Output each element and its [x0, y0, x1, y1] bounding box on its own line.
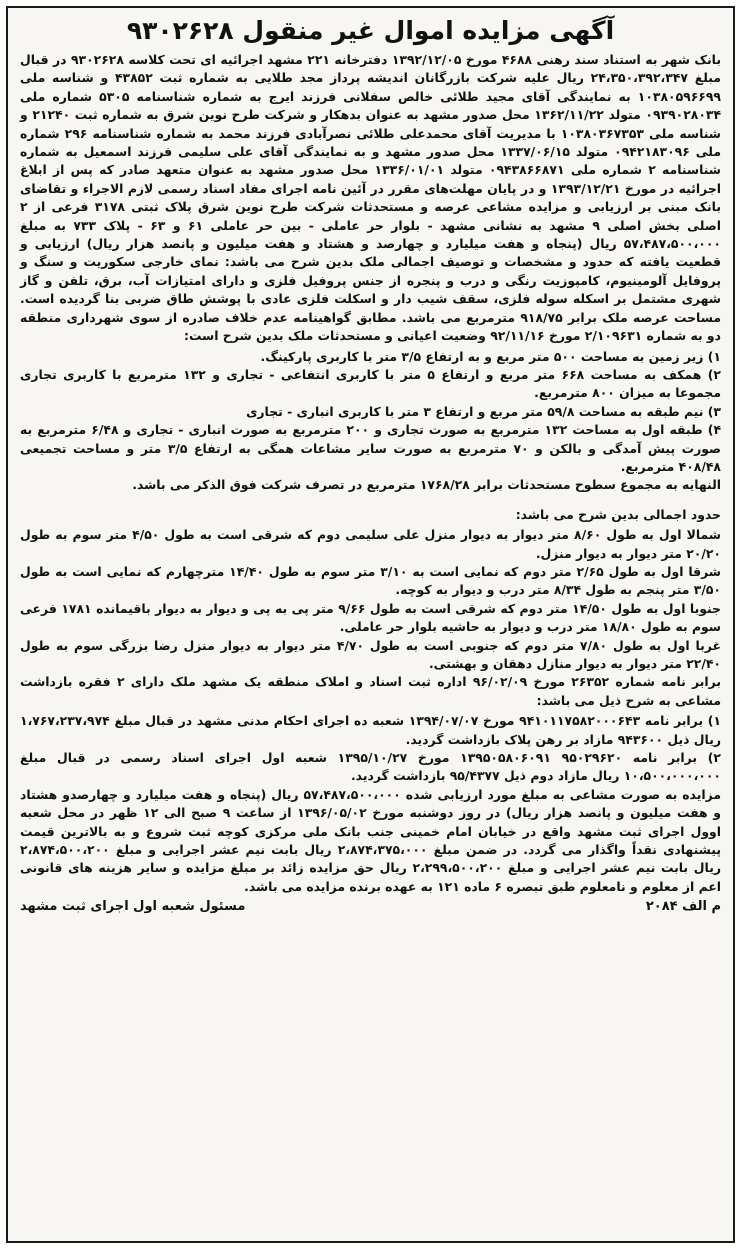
seizure-item: ۲) برابر نامه ۹۵۰۲۹۶۲۰ ۱۳۹۵۰۵۸۰۶۰۹۱ مورخ ۱۳۹۵/۱۰/۲۷ شعبه اول اجرای اسناد رسمی در قبال مبلغ ۱۰،۵۰۰،۰۰۰،۰۰۰ ریال مازاد دوم ذیل ۹۵/۴۳۷۷ بازداشت گردید.	[20, 750, 721, 784]
bounds-heading: حدود اجمالی بدین شرح می باشد:	[515, 506, 721, 522]
notice-footer	[20, 898, 721, 916]
registry-paragraph: برابر نامه شماره ۲۶۳۵۲ مورخ ۹۶/۰۲/۰۹ اداره ثبت اسناد و املاک منطقه یک مشهد ملک دارای ۲ فقره بازداشت مشاعی به شرح ذیل می باشد:	[20, 674, 721, 708]
intro-paragraph: بانک شهر به استناد سند رهنی ۴۶۸۸ مورخ ۱۳۹۲/۱۲/۰۵ دفترخانه ۲۲۱ مشهد اجرائیه ای تحت کلاسه ۹۳۰۲۶۲۸ در قبال مبلغ ۲۴،۳۵۰،۳۹۲،۳۴۷ ریال علیه شرکت بازرگانان اندیشه پرداز مجد طلایی به شماره ثبت ۴۳۸۵۲ و شناسه ملی ۱۰۳۸۰۵۹۶۶۹۹ به نمایندگی آقای مجید طلائی خالص سفلانی فرزند ایرج به شماره شناسنامه ۵۳۰۵ شماره ملی ۰۹۳۹۰۲۸۰۳۴ متولد ۱۳۶۲/۱۱/۲۲ محل صدور مشهد به عنوان بدهکار و شرکت طرح نوین شرق به شماره ثبت ۲۱۲۴۰ و شناسه ملی ۱۰۳۸۰۳۶۷۳۵۳ با مدیریت آقای محمدعلی طلائی نصرآبادی فرزند محمد به شماره شناسنامه ۲۹۶ شماره ملی ۰۹۴۲۱۸۳۰۹۶ متولد ۱۳۳۷/۰۶/۱۵ محل صدور مشهد و به نمایندگی آقای علی سلیمی فرزند اسمعیل به شماره شناسنامه ۲ شماره ملی ۰۹۴۳۸۶۶۸۷۱ متولد ۱۳۳۶/۰۱/۰۱ محل صدور مشهد به عنوان متعهد صادر که پس از ابلاغ اجرائیه در مورخ ۱۳۹۳/۱۲/۲۱ و در پایان مهلت‌های مقرر در آئین نامه اجرای مفاد اسناد رسمی لازم الاجراء و تقاضای بانک مبنی بر ارزیابی و مزایده مشاعی عرصه و مستحدثات شرکت طرح نوین شرق پلاک ثبتی ۳۱۷۸ فرعی از ۲ اصلی بخش اصلی ۹ مشهد به نشانی مشهد - بلوار حر عاملی - بین حر عاملی ۶۱ و ۶۳ - پلاک ۷۳۳ به مبلغ ۵۷،۴۸۷،۵۰۰،۰۰۰ ریال (پنجاه و هفت میلیارد و چهارصد و هشتاد و هفت میلیون و پانصد هزار ریال) ارزیابی و قطعیت یافته که حدود و مشخصات و توصیف اجمالی ملک بدین شرح می باشد: نمای خارجی سکوریت و سنگ و پروفایل آلومینیوم، کامپوزیت رنگی و درب و پنجره از جنس پروفیل فلزی و دارای امتیازات آب، برق، تلفن و گاز شهری مشتمل بر اسکله سوله فلزی، سقف شیب دار و اسکلت فلزی عادی با پوشش طاق ضربی بنا گردیده است. مساحت عرصه ملک برابر ۹۱۸/۷۵ مترمربع می باشد. مطابق گواهینامه عدم خلاف صادره از سوی شهرداری منطقه دو به شماره ۲/۱۰۹۶۳۱ مورخ ۹۲/۱۱/۱۶ وضعیت اعیانی و مستحدثات ملک بدین شرح است:	[20, 52, 722, 344]
list-item: ۲) همکف به مساحت ۶۶۸ متر مربع و ارتفاع ۵ متر با کاربری انتفاعی - تجاری و ۱۳۲ مترمربع با کاربری تجاری مجموعا به میزان ۸۰۰ مترمربع.	[20, 366, 721, 401]
auction-paragraph: مزایده به صورت مشاعی به مبلغ مورد ارزیابی شده ۵۷،۴۸۷،۵۰۰،۰۰۰ ریال (پنجاه و هفت میلیارد و چهارصدو هشتاد و هفت میلیون و پانصد هزار ریال) در روز دوشنبه مورخ ۱۳۹۶/۰۵/۰۲ از ساعت ۹ صبح الی ۱۲ ظهر در محل شعبه اوول اجرای ثبت مشهد واقع در خیابان امام خمینی جنب بانک ملی مرکزی کوچه ثبت شروع و به بالاترین قیمت پیشنهادی نقداً واگذار می گردد. در ضمن مبلغ ۲،۸۷۴،۳۷۵،۰۰۰ ریال بابت نیم عشر اجرایی و مبلغ ۲،۸۷۴،۵۰۰،۲۰۰ ریال بابت نیم عشر اجرایی و مبلغ ۲،۲۹۹،۵۰۰،۲۰۰ ریال حق مزایده زائد بر مبلغ مزایده و سایر هزینه های قانونی اعم از معلوم و نامعلوم طبق تبصره ۶ ماده ۱۲۱ به عهده برنده مزایده می باشد.	[20, 786, 721, 894]
seizure-item: ۱) برابر نامه ۹۴۱۰۱۱۷۵۸۲۰۰۰۶۴۳ مورخ ۱۳۹۴/۰۷/۰۷ شعبه ده اجرای احکام مدنی مشهد در قبال مبلغ ۱،۷۶۷،۲۳۷،۹۷۴ ریال ذیل ۹۴۳۶۰۰ مازاد بر رهن پلاک بازداشت گردید.	[20, 713, 721, 747]
auction-notice	[6, 6, 735, 1243]
bound-north: شمالا اول به طول ۸/۶۰ متر دیوار به دیوار منزل علی سلیمی دوم که شرقی است به طول ۴/۵۰ متر سوم به طول ۲۰/۲۰ متر دیوار به دیوار منزل.	[20, 527, 721, 561]
list-item: ۴) طبقه اول به مساحت ۱۳۲ مترمربع به صورت تجاری و ۲۰۰ مترمربع به صورت انباری - تجاری و ۶/۴۸ مترمربع به صورت پیش آمدگی و بالکن و ۷۰ مترمربع به صورت سایر مشاعات همگی به ارتفاع ۳/۵ متر و مساحت تجمیعی ۴۰۸/۴۸ مترمربع.	[20, 422, 722, 474]
bound-east: شرقا اول به طول ۲/۶۵ متر دوم که نمایی است به ۳/۱۰ متر سوم به طول ۱۴/۴۰ مترچهارم که نمایی است به طول ۳/۵۰ متر پنجم به طول ۸/۳۴ متر درب و دیوار به کوچه.	[20, 563, 721, 598]
notice-title: آگهی مزایده اموال غیر منقول ۹۳۰۲۶۲۸	[126, 16, 615, 45]
total-area-paragraph: النهایه به مجموع سطوح مستحدثات برابر ۱۷۶۸/۲۸ مترمربع در تصرف شرکت فوق الذکر می باشد.	[132, 477, 721, 493]
bound-south: جنوبا اول به طول ۱۴/۵۰ متر دوم که شرقی است به طول ۹/۶۶ متر پی به پی و دیوار به دیوار باقیمانده ۱۷۸۱ فرعی سوم به طول ۱۸/۸۰ متر درب و دیوار به حاشیه بلوار حر عاملی.	[20, 600, 721, 635]
list-item: ۳) نیم طبقه به مساحت ۵۹/۸ متر مربع و ارتفاع ۳ متر با کاربری انباری - تجاری	[246, 403, 721, 419]
list-item: ۱) زیر زمین به مساحت ۵۰۰ متر مربع و به ارتفاع ۳/۵ متر با کاربری پارکینگ.	[260, 348, 721, 364]
bound-west: غربا اول به طول ۷/۸۰ متر دوم که جنوبی است به طول ۴/۷۰ متر دیوار به دیوار منزل رضا بزرگی سوم به طول ۲۲/۴۰ متر دیوار به دیوار منازل دهقان و بهشتی.	[20, 637, 721, 671]
notice-signature: مسئول شعبه اول اجرای ثبت مشهد	[20, 899, 246, 915]
notice-code: م الف ۲۰۸۴	[645, 899, 721, 915]
divider	[20, 497, 721, 506]
